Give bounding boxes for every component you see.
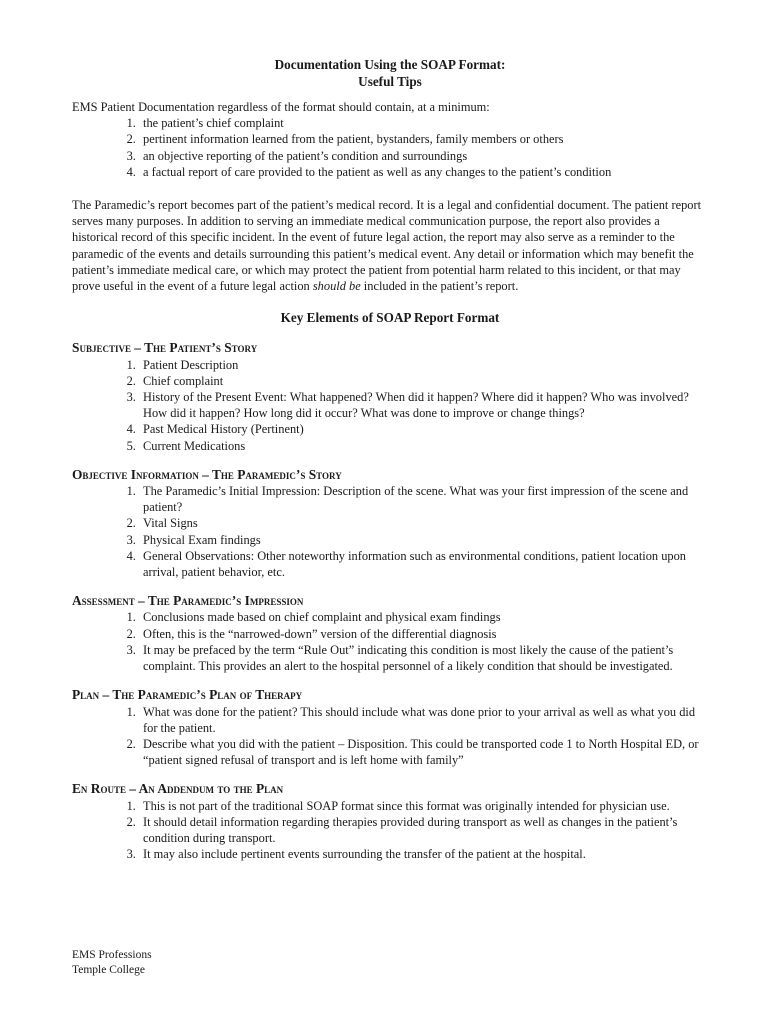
paragraph-main-text: The Paramedic’s report becomes part of the patient’s medical record. It is a legal and confidential document. The patient report serves many purposes. In addition to serving an immediate medical communication purpose, the report also provides a historical record of this specific incident. In the event of future legal action, the report may also serve as a reminder to the paramedic of the events and details surrounding this patient’s medical event. Any detail or information which may benefit the patient’s immediate medical care, or which may protect the patient from potential harm related to this incident, or that may prove useful in the event of a future legal action <box>72 198 702 294</box>
assessment-heading: Assessment – The Paramedic’s Impression <box>72 593 304 609</box>
intro-text: EMS Patient Documentation regardless of the format should contain, at a minimum: <box>72 100 490 114</box>
key-elements-title: Key Elements of SOAP Report Format <box>280 310 500 326</box>
subjective-list <box>72 357 708 454</box>
list-item: 2. Vital Signs <box>139 515 708 531</box>
list-item: 1. Patient Description <box>139 357 708 373</box>
list-item: 2. It should detail information regarding therapies provided during transport as well as changes in the patient’s condition during transport. <box>139 814 708 846</box>
plan-list <box>72 704 708 769</box>
paragraph-emphasis: should be <box>312 279 361 294</box>
report-purpose-paragraph <box>72 197 708 294</box>
en-route-heading: En Route – An Addendum to the Plan <box>72 781 284 797</box>
title-line-1: Documentation Using the SOAP Format: <box>274 57 506 72</box>
list-item: 3. an objective reporting of the patient’s condition and surroundings <box>139 148 708 164</box>
subjective-heading: Subjective – The Patient’s Story <box>72 340 258 356</box>
list-item: 1. What was done for the patient? This should include what was done prior to your arrival as well as what you did for the patient. <box>139 704 708 736</box>
list-item: 3. It may also include pertinent events surrounding the transfer of the patient at the hospital. <box>139 846 708 862</box>
list-item: 3. Physical Exam findings <box>139 532 708 548</box>
list-item: 4. a factual report of care provided to the patient as well as any changes to the patient’s condition <box>139 164 708 180</box>
footer-department: EMS Professions <box>72 949 152 961</box>
list-item: 2. Describe what you did with the patient – Disposition. This could be transported code 1 to North Hospital ED, or “patient signed refusal of transport and is left home with family” <box>139 736 708 768</box>
assessment-list <box>72 609 708 674</box>
list-item: 1. This is not part of the traditional SOAP format since this format was originally intended for physician use. <box>139 798 708 814</box>
list-item: 1. The Paramedic’s Initial Impression: Description of the scene. What was your first impression of the scene and patient? <box>139 483 708 515</box>
en-route-list <box>72 798 708 863</box>
page-footer <box>72 948 152 978</box>
objective-heading: Objective Information – The Paramedic’s Story <box>72 466 342 482</box>
list-item: 3. It may be prefaced by the term “Rule Out” indicating this condition is most likely the cause of the patient’s complaint. This provides an alert to the hospital personnel of a likely condition that should be investigated. <box>139 642 708 674</box>
footer-institution: Temple College <box>72 964 145 976</box>
minimum-contents-list <box>72 115 708 180</box>
list-item: 3. History of the Present Event: What happened? When did it happen? Where did it happen? Who was involved? How did it happen? How long did it occur? What was done to improve or change things? <box>139 389 708 421</box>
paragraph-end-text: included in the patient’s report. <box>360 279 519 294</box>
list-item: 2. pertinent information learned from the patient, bystanders, family members or others <box>139 131 708 147</box>
title-line-2: Useful Tips <box>358 74 422 89</box>
plan-heading: Plan – The Paramedic’s Plan of Therapy <box>72 687 303 703</box>
list-item: 4. General Observations: Other noteworthy information such as environmental conditions, patient location upon arrival, patient behavior, etc. <box>139 548 708 580</box>
list-item: 1. the patient’s chief complaint <box>139 115 708 131</box>
objective-list <box>72 483 708 580</box>
list-item: 1. Conclusions made based on chief complaint and physical exam findings <box>139 609 708 625</box>
list-item: 5. Current Medications <box>139 438 708 454</box>
document-title <box>72 56 708 90</box>
list-item: 2. Chief complaint <box>139 373 708 389</box>
list-item: 2. Often, this is the “narrowed-down” version of the differential diagnosis <box>139 626 708 642</box>
list-item: 4. Past Medical History (Pertinent) <box>139 421 708 437</box>
